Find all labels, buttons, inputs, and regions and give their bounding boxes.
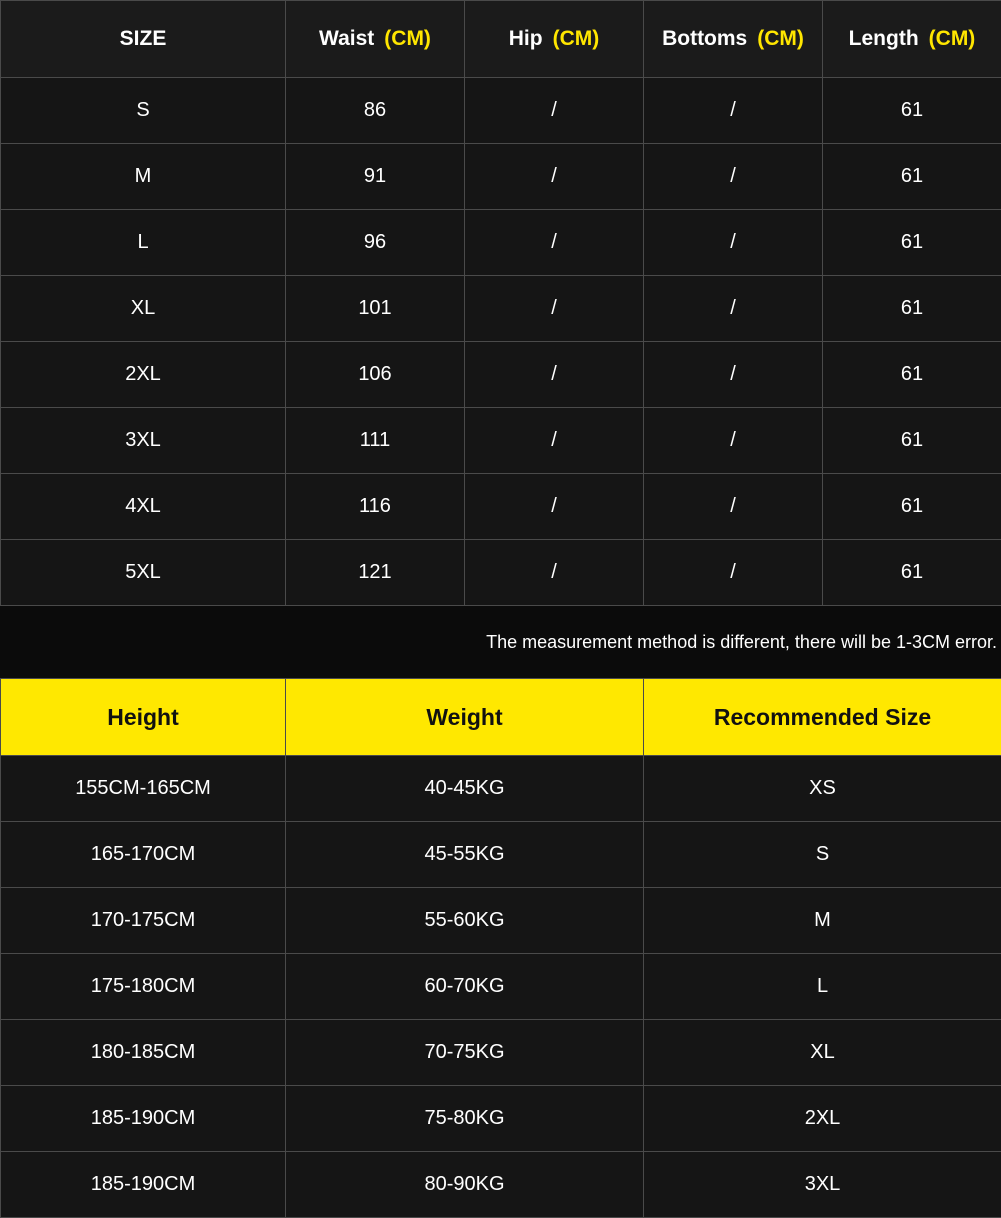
header-label: Length: [849, 27, 919, 50]
recommended-size-cell: 3XL: [644, 1152, 1001, 1218]
hip-cell: /: [465, 540, 644, 606]
header-label: Waist: [319, 27, 374, 50]
header-unit: (CM): [553, 27, 600, 50]
length-cell: 61: [823, 408, 1001, 474]
size-header: [1, 1, 286, 78]
recommendation-header-row: [1, 679, 1001, 756]
bottoms-cell: /: [644, 408, 823, 474]
table-row: [1, 144, 1001, 210]
recommended-size-cell: XL: [644, 1020, 1001, 1086]
table-row: [1, 342, 1001, 408]
table-row: [1, 474, 1001, 540]
size-cell: 3XL: [1, 408, 286, 474]
waist-cell: 91: [286, 144, 465, 210]
hip-cell: /: [465, 210, 644, 276]
table-row: [1, 1086, 1001, 1152]
hip-cell: /: [465, 342, 644, 408]
recommended-size-cell: M: [644, 888, 1001, 954]
weight-header: Weight: [286, 679, 644, 756]
recommended-size-cell: XS: [644, 756, 1001, 822]
waist-cell: 106: [286, 342, 465, 408]
weight-cell: 70-75KG: [286, 1020, 644, 1086]
height-cell: 165-170CM: [1, 822, 286, 888]
length-cell: 61: [823, 474, 1001, 540]
waist-cell: 111: [286, 408, 465, 474]
measurement-note: [0, 606, 1001, 678]
height-cell: 185-190CM: [1, 1152, 286, 1218]
length-cell: 61: [823, 276, 1001, 342]
bottoms-cell: /: [644, 540, 823, 606]
weight-cell: 60-70KG: [286, 954, 644, 1020]
weight-cell: 80-90KG: [286, 1152, 644, 1218]
hip-cell: /: [465, 408, 644, 474]
recommended-size-cell: L: [644, 954, 1001, 1020]
table-row: [1, 210, 1001, 276]
bottoms-cell: /: [644, 78, 823, 144]
bottoms-cell: /: [644, 342, 823, 408]
table-row: [1, 954, 1001, 1020]
hip-cell: /: [465, 474, 644, 540]
size-cell: 2XL: [1, 342, 286, 408]
size-cell: S: [1, 78, 286, 144]
hip-cell: /: [465, 78, 644, 144]
height-header: Height: [1, 679, 286, 756]
weight-cell: 75-80KG: [286, 1086, 644, 1152]
table-row: [1, 540, 1001, 606]
length-cell: 61: [823, 342, 1001, 408]
recommended-size-cell: S: [644, 822, 1001, 888]
table-row: [1, 822, 1001, 888]
size-chart-header-row: [1, 1, 1001, 78]
size-recommendation-table: [0, 678, 1001, 1218]
table-row: [1, 756, 1001, 822]
measurement-note-text: The measurement method is different, there will be 1-3CM error.: [486, 632, 997, 653]
hip-cell: /: [465, 276, 644, 342]
length-header: [823, 1, 1001, 78]
header-label: SIZE: [120, 27, 167, 50]
header-unit: (CM): [384, 27, 431, 50]
weight-cell: 55-60KG: [286, 888, 644, 954]
table-row: [1, 78, 1001, 144]
length-cell: 61: [823, 540, 1001, 606]
waist-cell: 116: [286, 474, 465, 540]
table-row: [1, 1020, 1001, 1086]
hip-cell: /: [465, 144, 644, 210]
waist-cell: 96: [286, 210, 465, 276]
table-row: [1, 1152, 1001, 1218]
waist-cell: 86: [286, 78, 465, 144]
height-cell: 180-185CM: [1, 1020, 286, 1086]
size-cell: M: [1, 144, 286, 210]
header-label: Hip: [509, 27, 543, 50]
size-cell: 4XL: [1, 474, 286, 540]
waist-cell: 121: [286, 540, 465, 606]
header-unit: (CM): [757, 27, 804, 50]
bottoms-cell: /: [644, 210, 823, 276]
recommended-size-cell: 2XL: [644, 1086, 1001, 1152]
size-cell: 5XL: [1, 540, 286, 606]
weight-cell: 40-45KG: [286, 756, 644, 822]
weight-cell: 45-55KG: [286, 822, 644, 888]
hip-header: [465, 1, 644, 78]
header-label: Bottoms: [662, 27, 747, 50]
height-cell: 175-180CM: [1, 954, 286, 1020]
length-cell: 61: [823, 144, 1001, 210]
height-cell: 155CM-165CM: [1, 756, 286, 822]
bottoms-cell: /: [644, 276, 823, 342]
size-chart-table: [0, 0, 1001, 606]
table-row: [1, 276, 1001, 342]
bottoms-cell: /: [644, 474, 823, 540]
header-unit: (CM): [929, 27, 976, 50]
length-cell: 61: [823, 78, 1001, 144]
waist-cell: 101: [286, 276, 465, 342]
height-cell: 170-175CM: [1, 888, 286, 954]
bottoms-cell: /: [644, 144, 823, 210]
table-row: [1, 408, 1001, 474]
bottoms-header: [644, 1, 823, 78]
recommended-size-header: Recommended Size: [644, 679, 1001, 756]
waist-header: [286, 1, 465, 78]
size-cell: L: [1, 210, 286, 276]
size-cell: XL: [1, 276, 286, 342]
table-row: [1, 888, 1001, 954]
length-cell: 61: [823, 210, 1001, 276]
height-cell: 185-190CM: [1, 1086, 286, 1152]
